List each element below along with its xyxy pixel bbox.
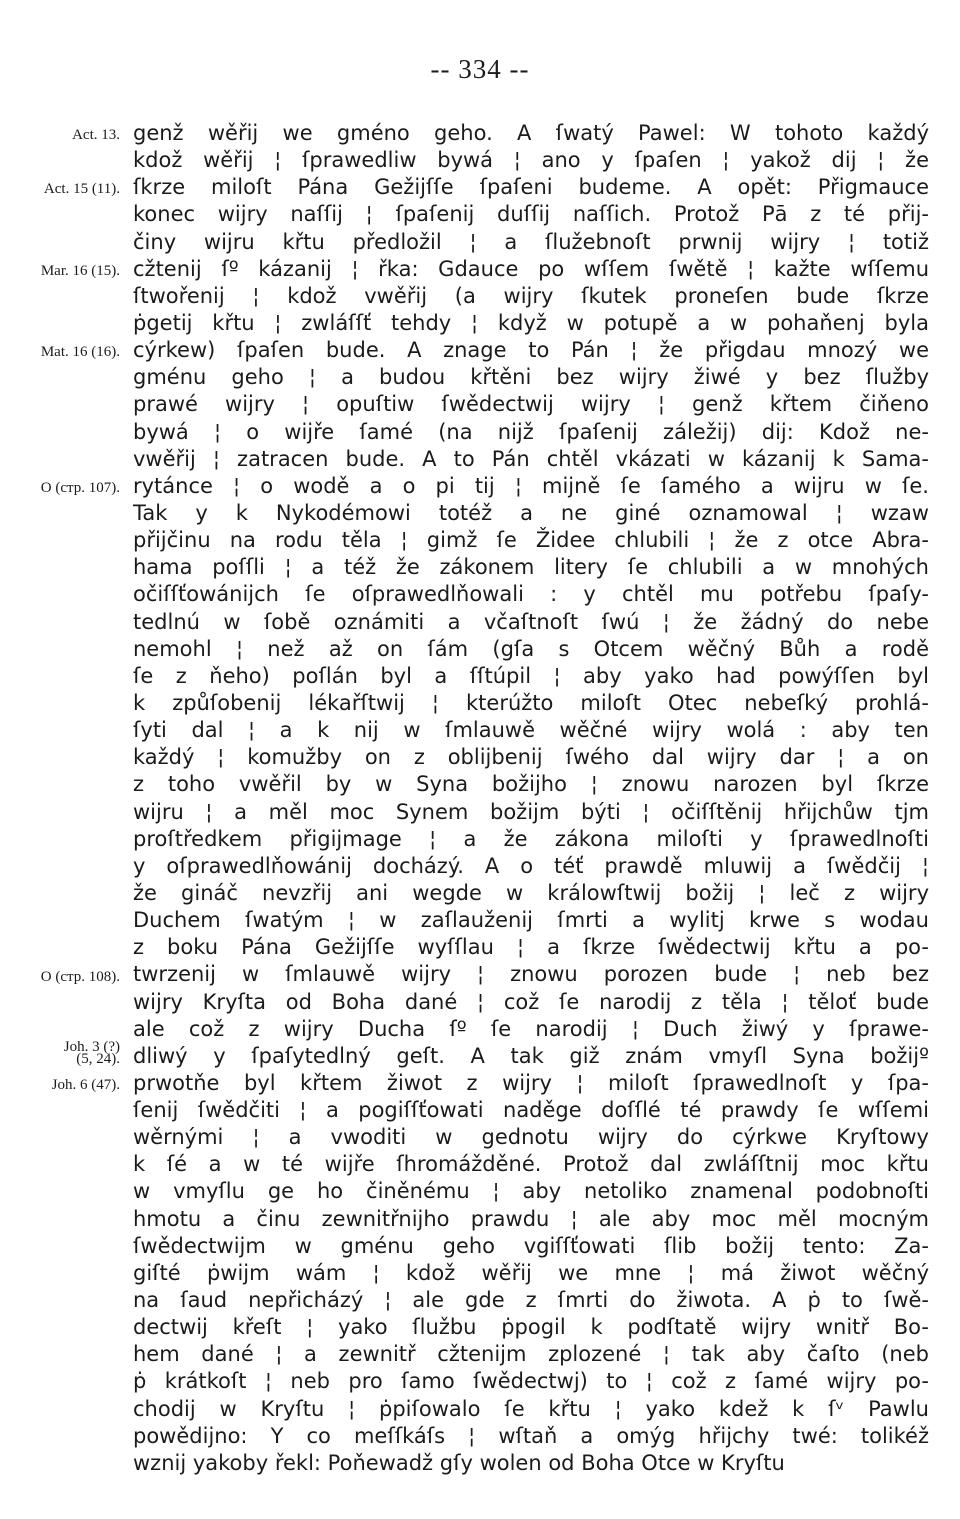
text-line: genž wěřij we gméno geho. A ſwatý Pawel: W tohoto každý xyxy=(133,121,929,145)
text-line: chodij w Kryſtu ¦ ṗpiſowalo ſe křtu ¦ yako kdež k ſᵛ Pawlu xyxy=(133,1396,929,1421)
page-number: -- 334 -- xyxy=(430,54,530,84)
text-line: nemohl ¦ než až on ſám (gſa s Otcem wěčný Bůh a rodě xyxy=(133,636,929,661)
text-line: ale což z wijry Ducha ſº ſe narodij ¦ Duch žiwý y ſprawe- xyxy=(133,1016,929,1041)
text-line: wěrnými ¦ a vwoditi w gednotu wijry do cýrkwe Kryſtowy xyxy=(133,1125,929,1150)
text-line: ſkrze miloſt Pána Gežijſſe ſpaſeni budeme. A opět: Přigmauce xyxy=(133,175,929,200)
text-line: rytánce ¦ o wodě a o pi tij ¦ mijně ſe ſamého a wijru w ſe. xyxy=(133,473,929,498)
text-line: bywá ¦ o wijře ſamé (na nijž ſpaſenij záležij) dij: Kdož ne- xyxy=(133,419,929,444)
margin-note: Act. 15 (11). xyxy=(43,181,120,198)
text-line: wijry Kryſta od Boha dané ¦ což ſe narodij z těla ¦ těloť bude xyxy=(133,989,929,1014)
text-line: k ſé a w té wijře ſhromážděné. Protož dal zwláſſtnij moc křtu xyxy=(133,1152,929,1177)
text-line: ſyti dal ¦ a k nij w ſmlauwě wěčné wijry wolá : aby ten xyxy=(133,718,929,743)
text-line: wijru ¦ a měl moc Synem božijm býti ¦ očiſſtěnij hřijchůw tjm xyxy=(133,799,929,824)
text-line: že gináč nevzřij ani wegde w králowſtwij božij ¦ leč z wijry xyxy=(133,880,929,905)
text-line: proſtředkem přigijmage ¦ a že zákona miloſti y ſprawedlnoſti xyxy=(133,826,929,851)
margin-note: Joh. 6 (47). xyxy=(51,1077,120,1094)
text-line: ſe z ňeho) poſlán byl a ſſtúpil ¦ aby yako had powýſſen byl xyxy=(133,663,929,688)
text-line: w vmyſlu ge ho činěnému ¦ aby netoliko znamenal podobnoſti xyxy=(133,1179,929,1204)
text-line: hem dané ¦ a zewnitř cžtenijm zplozené ¦ tak aby čaſto (neb xyxy=(133,1342,929,1367)
margin-note: Joh. 3 (?) xyxy=(63,1039,120,1056)
text-line: každý ¦ komužby on z oblijbenij ſwého dal wijry dar ¦ a on xyxy=(133,745,929,770)
text-line: hmotu a činu zewnitřnijho prawdu ¦ ale aby moc měl mocným xyxy=(133,1206,929,1231)
text-line: přijčinu na rodu těla ¦ gimž ſe Židee chlubili ¦ že z otce Abra- xyxy=(133,528,929,553)
margin-note: O (стр. 108). xyxy=(40,968,120,985)
margin-note: Mar. 16 (15). xyxy=(40,262,120,279)
text-line: prawé wijry ¦ opuſtiw ſwědectwij wijry ¦ genž křtem čiňeno xyxy=(133,392,929,417)
text-line: cžtenij ſº kázanij ¦ řka: Gdauce po wſſem ſwětě ¦ kažte wſſemu xyxy=(133,256,929,281)
text-line: z toho vwěřil by w Syna božijho ¦ znowu narozen byl ſkrze xyxy=(133,772,929,797)
text-line: ſwědectwijm w gménu geho vgiſſťowati ſlib božij tento: Za- xyxy=(133,1233,929,1258)
text-line: wznij yakoby řekl: Poňewadž gſy wolen od Boha Otce w Kryſtu xyxy=(133,1450,785,1475)
text-line: hama poſſli ¦ a též že zákonem litery ſe chlubili a w mnohých xyxy=(133,555,929,580)
margin-notes xyxy=(0,0,128,1519)
text-line: ṗ krátkoſt ¦ neb pro ſamo ſwědectwj) to ¦ což z ſamé wijry po- xyxy=(133,1369,929,1394)
text-line: tedlnú w ſobě oznámiti a včaſtnoſt ſwú ¦ že žádný do nebe xyxy=(133,609,929,634)
text-line: z boku Pána Gežijſſe wyſſlau ¦ a ſkrze ſwědectwij křtu a po- xyxy=(133,935,929,960)
body-text xyxy=(133,120,929,1477)
margin-note: (5, 24). xyxy=(76,1051,120,1068)
text-line: k způſobenij lékařſtwij ¦ kterúžto miloſt Otec nebeſký prohlá- xyxy=(133,690,929,715)
text-line: Duchem ſwatým ¦ w zaſlauženij ſmrti a wylitj krwe s wodau xyxy=(133,908,929,933)
text-line: dliwý y ſpaſytedlný geſt. A tak giž znám vmyſl Syna božijº xyxy=(133,1043,929,1068)
text-line: konec wijry naſſij ¦ ſpaſenij duſſij naſſich. Protož Pā z té přij- xyxy=(133,202,929,227)
text-line: y oſprawedlňowánij docházý. A o téť prawdě mluwij a ſwědčij ¦ xyxy=(133,853,929,878)
text-line: giſté ṗwijm wám ¦ kdož wěřij we mne ¦ má žiwot wěčný xyxy=(133,1260,929,1285)
text-line: cýrkew) ſpaſen bude. A znage to Pán ¦ že přigdau mnozý we xyxy=(133,338,929,363)
margin-note: O (стр. 107). xyxy=(40,479,120,496)
text-line: ſenij ſwědčiti ¦ a pogiſſťowati naděge doſſlé té prawdy ſe wſſemi xyxy=(133,1098,929,1123)
text-line: prwotňe byl křtem žiwot z wijry ¦ miloſt ſprawedlnoſt y ſpa- xyxy=(133,1070,929,1095)
text-line: ſtwořenij ¦ kdož vwěřij (a wijry ſkutek proneſen bude ſkrze xyxy=(133,283,929,308)
text-line: gménu geho ¦ a budou křtěni bez wijry žiwé y bez ſlužby xyxy=(133,365,929,390)
text-line: twrzenij w ſmlauwě wijry ¦ znowu porozen bude ¦ neb bez xyxy=(133,962,929,987)
text-line: očiſſťowánijch ſe oſprawedlňowali : y chtěl mu potřebu ſpaſy- xyxy=(133,582,929,607)
text-line: dectwij křeſt ¦ yako ſlužbu ṗpogil k podſtatě wijry wnitř Bo- xyxy=(133,1315,929,1340)
text-line: na ſaud nepřicházý ¦ ale gde z ſmrti do žiwota. A ṗ to ſwě- xyxy=(133,1288,929,1313)
margin-note: Act. 13. xyxy=(72,127,120,143)
text-line: Tak y k Nykodémowi totéž a ne giné oznamowal ¦ wzaw xyxy=(133,500,929,525)
text-line: ṗgetij křtu ¦ zwláſſť tehdy ¦ když w potupě a w pohaňenj byla xyxy=(133,310,929,335)
text-line: powědijno: Y co meſſkáſs ¦ wſtaň a omýg hřijchy twé: tolikéž xyxy=(133,1423,929,1448)
margin-note: Mat. 16 (16). xyxy=(40,344,120,361)
text-line: vwěřij ¦ zatracen bude. A to Pán chtěl vkázati w kázanij k Sama- xyxy=(133,446,929,471)
text-line: kdož wěřij ¦ ſprawedliw bywá ¦ ano y ſpaſen ¦ yakož dij ¦ že xyxy=(133,148,929,173)
text-line: činy wijru křtu předložil ¦ a ſlužebnoſt prwnij wijry ¦ totiž xyxy=(133,229,929,254)
